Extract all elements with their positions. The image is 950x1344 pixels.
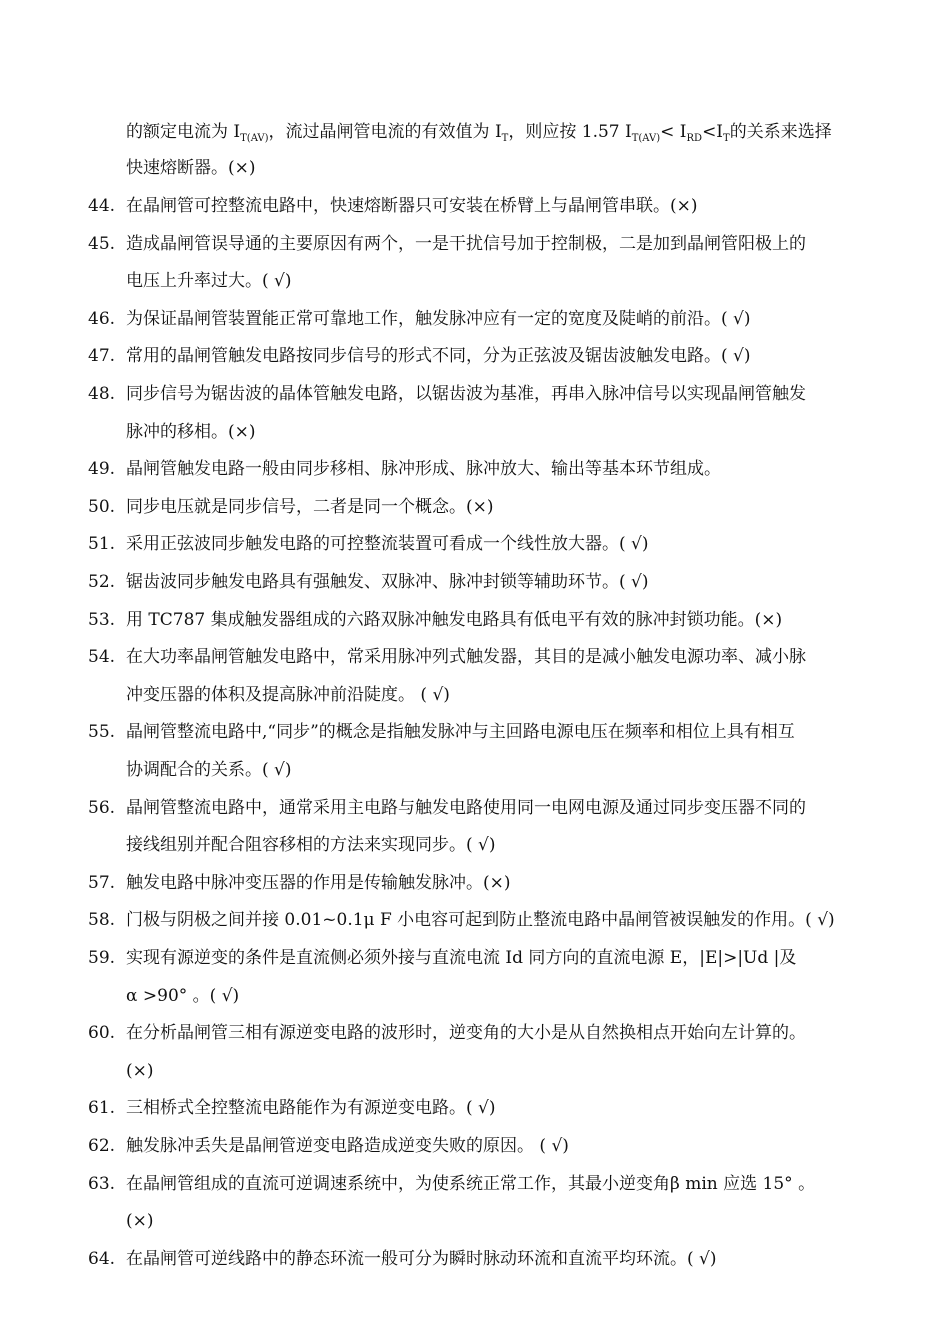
question-text: 门极与阴极之间并接 0.01~0.1μ F 小电容可起到防止整流电路中晶闸管被误触发的作用。( √) xyxy=(126,910,835,931)
subscript: T xyxy=(723,133,730,144)
question-text-continued: 冲变压器的体积及提高脉冲前沿陡度。 ( √) xyxy=(126,684,450,705)
intro-text: ，则应按 1.57 I xyxy=(508,122,632,142)
question-number: 54. xyxy=(88,647,116,668)
question-text: 晶闸管整流电路中，通常采用主电路与触发电路使用同一电网电源及通过同步变压器不同的 xyxy=(126,797,806,818)
question-text: 为保证晶闸管装置能正常可靠地工作，触发脉冲应有一定的宽度及陡峭的前沿。( √) xyxy=(126,308,751,329)
question-number: 62. xyxy=(88,1136,116,1156)
question-text: 造成晶闸管误导通的主要原因有两个，一是干扰信号加于控制极，二是加到晶闸管阳极上的 xyxy=(126,233,806,254)
intro-text: ，流过晶闸管电流的有效值为 I xyxy=(268,122,502,142)
question-text: 触发脉冲丢失是晶闸管逆变电路造成逆变失败的原因。 ( √) xyxy=(126,1136,569,1156)
question-text: 采用正弦波同步触发电路的可控整流装置可看成一个线性放大器。( √) xyxy=(126,534,649,555)
question-number: 52. xyxy=(88,572,116,592)
question-text-continued: (×) xyxy=(126,1060,154,1081)
question-number: 56. xyxy=(88,797,116,818)
question-text: 触发电路中脉冲变压器的作用是传输触发脉冲。(×) xyxy=(126,872,511,893)
intro-text: <I xyxy=(702,122,724,142)
question-number: 49. xyxy=(88,459,116,480)
question-text-continued: 脉冲的移相。(×) xyxy=(126,421,256,442)
question-number: 47. xyxy=(88,346,116,367)
question-number: 45. xyxy=(88,233,116,254)
question-text: 同步电压就是同步信号，二者是同一个概念。(×) xyxy=(126,496,494,517)
question-text: 同步信号为锯齿波的晶体管触发电路，以锯齿波为基准，再串入脉冲信号以实现晶闸管触发 xyxy=(126,384,806,404)
question-number: 60. xyxy=(88,1023,116,1044)
question-text-continued: 接线组别并配合阻容移相的方法来实现同步。( √) xyxy=(126,835,496,856)
intro-line-2: 快速熔断器。(×) xyxy=(126,158,256,178)
question-number: 57. xyxy=(88,872,116,893)
question-text-continued: α >90° 。( √) xyxy=(126,985,240,1006)
subscript: T xyxy=(501,133,509,144)
question-number: 44. xyxy=(88,196,116,216)
subscript: T(AV) xyxy=(240,133,269,144)
question-number: 46. xyxy=(88,308,116,329)
question-text: 锯齿波同步触发电路具有强触发、双脉冲、脉冲封锁等辅助环节。( √) xyxy=(126,572,649,592)
question-text-continued: 协调配合的关系。( √) xyxy=(126,760,292,780)
intro-line-1 xyxy=(126,120,832,144)
question-text: 在晶闸管可逆线路中的静态环流一般可分为瞬时脉动环流和直流平均环流。( √) xyxy=(126,1248,717,1269)
question-text: 三相桥式全控整流电路能作为有源逆变电路。( √) xyxy=(126,1098,496,1119)
question-number: 55. xyxy=(88,722,116,743)
question-text: 实现有源逆变的条件是直流侧必须外接与直流电流 Id 同方向的直流电源 E，|E|>|Ud |及 xyxy=(126,948,797,968)
intro-text: 的额定电流为 I xyxy=(126,122,241,142)
question-text: 在晶闸管组成的直流可逆调速系统中，为使系统正常工作，其最小逆变角β min 应选 15° 。 xyxy=(126,1173,816,1194)
question-text: 常用的晶闸管触发电路按同步信号的形式不同，分为正弦波及锯齿波触发电路。( √) xyxy=(126,346,751,367)
question-text-continued: (×) xyxy=(126,1211,154,1232)
question-text: 晶闸管整流电路中,“同步”的概念是指触发脉冲与主回路电源电压在频率和相位上具有相互 xyxy=(126,722,795,743)
intro-text: < I xyxy=(660,122,687,142)
question-number: 53. xyxy=(88,609,116,630)
question-number: 59. xyxy=(88,948,116,968)
question-text: 在分析晶闸管三相有源逆变电路的波形时，逆变角的大小是从自然换相点开始向左计算的。 xyxy=(126,1023,806,1044)
subscript: RD xyxy=(686,133,703,144)
question-number: 63. xyxy=(88,1173,116,1194)
question-text-continued: 电压上升率过大。( √) xyxy=(126,271,292,292)
question-number: 61. xyxy=(88,1098,116,1119)
question-text: 在大功率晶闸管触发电路中，常采用脉冲列式触发器，其目的是减小触发电源功率、减小脉 xyxy=(126,647,806,668)
question-number: 58. xyxy=(88,910,116,931)
question-number: 50. xyxy=(88,496,116,517)
subscript: T(AV) xyxy=(631,133,661,144)
question-text: 在晶闸管可控整流电路中，快速熔断器只可安装在桥臂上与晶闸管串联。(×) xyxy=(126,196,698,216)
question-number: 64. xyxy=(88,1248,116,1269)
question-text: 晶闸管触发电路一般由同步移相、脉冲形成、脉冲放大、输出等基本环节组成。 xyxy=(126,459,721,480)
question-number: 48. xyxy=(88,384,116,404)
question-number: 51. xyxy=(88,534,116,555)
question-text: 用 TC787 集成触发器组成的六路双脉冲触发电路具有低电平有效的脉冲封锁功能。(×) xyxy=(126,609,783,630)
intro-text: 的关系来选择 xyxy=(729,122,832,142)
